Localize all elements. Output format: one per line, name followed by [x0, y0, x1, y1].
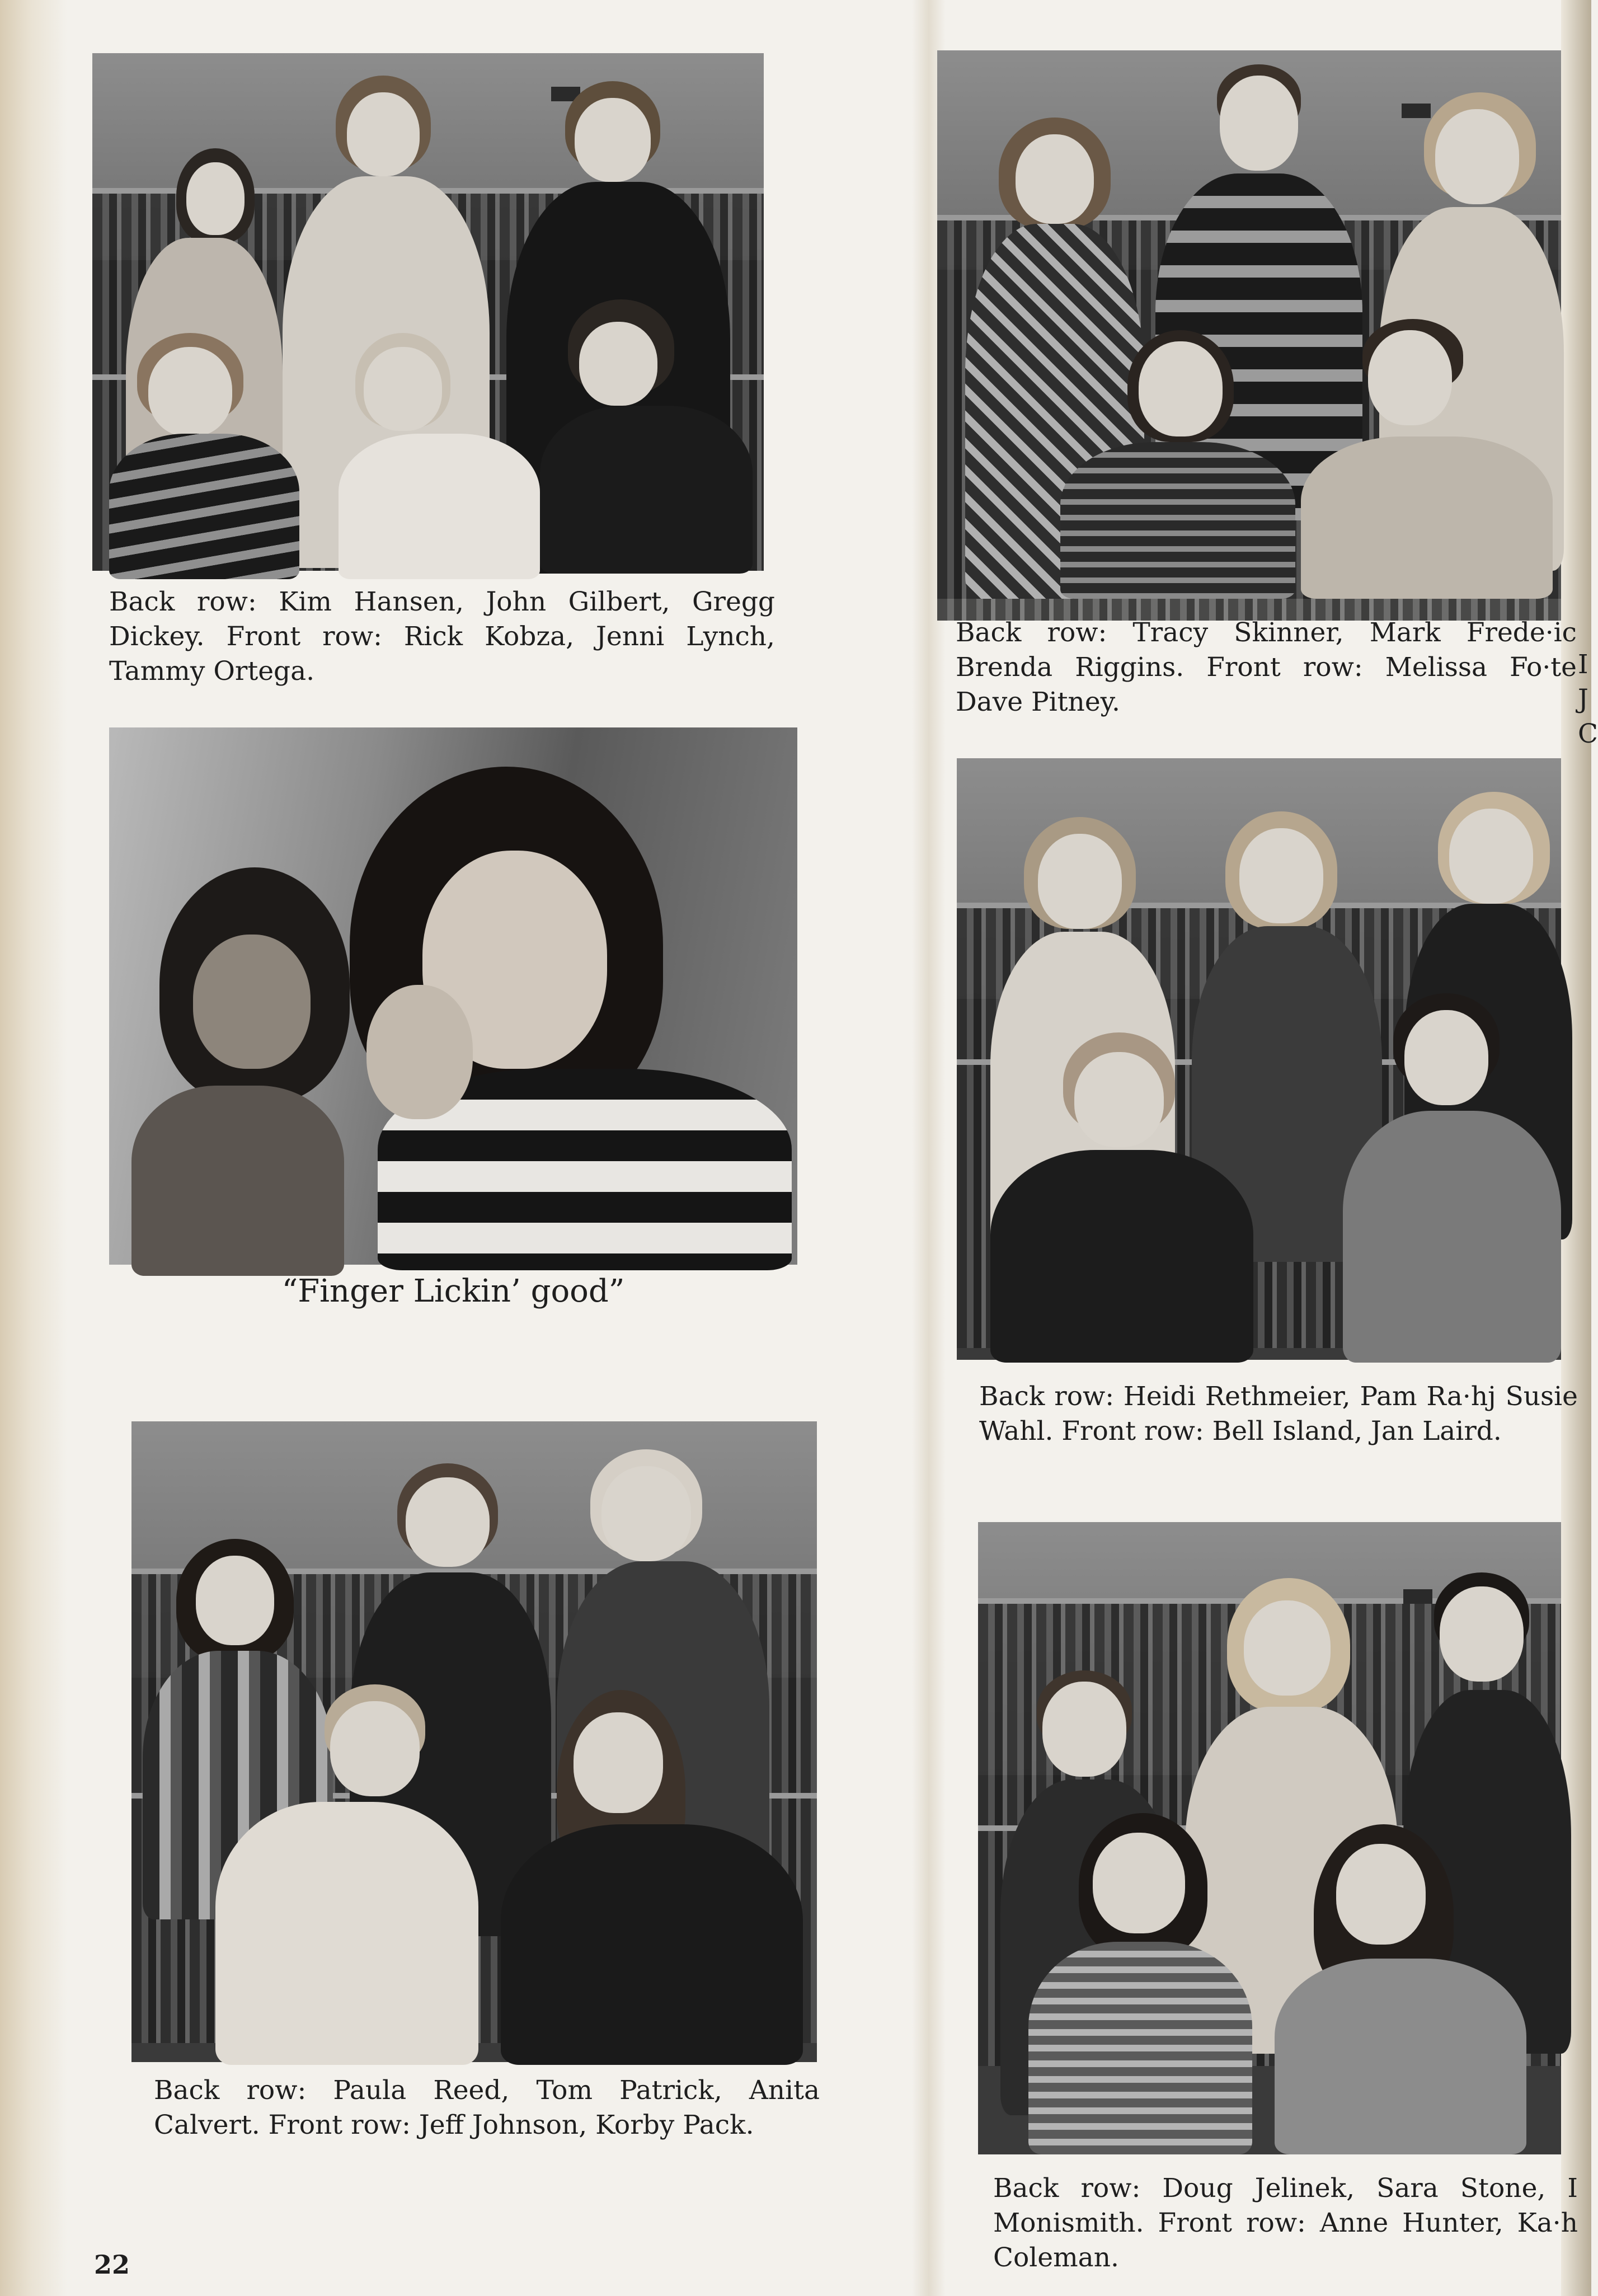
photo-2-caption: “Finger Lickin’ good” [281, 1273, 625, 1309]
group-photo-3 [131, 1421, 817, 2062]
photo-5-caption: Back row: Heidi Rethmeier, Pam Ra·hj Susie Wahl. Front row: Bell Island, Jan Laird. [979, 1381, 1578, 1447]
book-binding-shadow [0, 0, 67, 2296]
edge-fragment-2: J [1578, 684, 1588, 715]
photo-1-caption: Back row: Kim Hansen, John Gilbert, Gregg Dickey. Front row: Rick Kobza, Jenni Lynch, Tammy Ortega. [109, 586, 775, 687]
page-number: 22 [94, 2250, 130, 2280]
photo-6-caption: Back row: Doug Jelinek, Sara Stone, I Monismith. Front row: Anne Hunter, Ka·h Coleman. [993, 2173, 1578, 2273]
edge-fragment-3: C [1578, 719, 1598, 749]
edge-fragment-1: I [1578, 649, 1588, 680]
group-photo-5 [957, 758, 1561, 1360]
group-photo-6 [978, 1522, 1561, 2154]
photo-3-caption: Back row: Paula Reed, Tom Patrick, Anita Calvert. Front row: Jeff Johnson, Korby Pack. [154, 2075, 820, 2140]
photo-4-caption: Back row: Tracy Skinner, Mark Frede·ic Brenda Riggins. Front row: Melissa Fo·te Dave Pitney. [956, 617, 1577, 717]
group-photo-4 [937, 50, 1561, 599]
group-photo-1 [92, 53, 764, 571]
candid-photo-finger-lickin [109, 727, 797, 1265]
